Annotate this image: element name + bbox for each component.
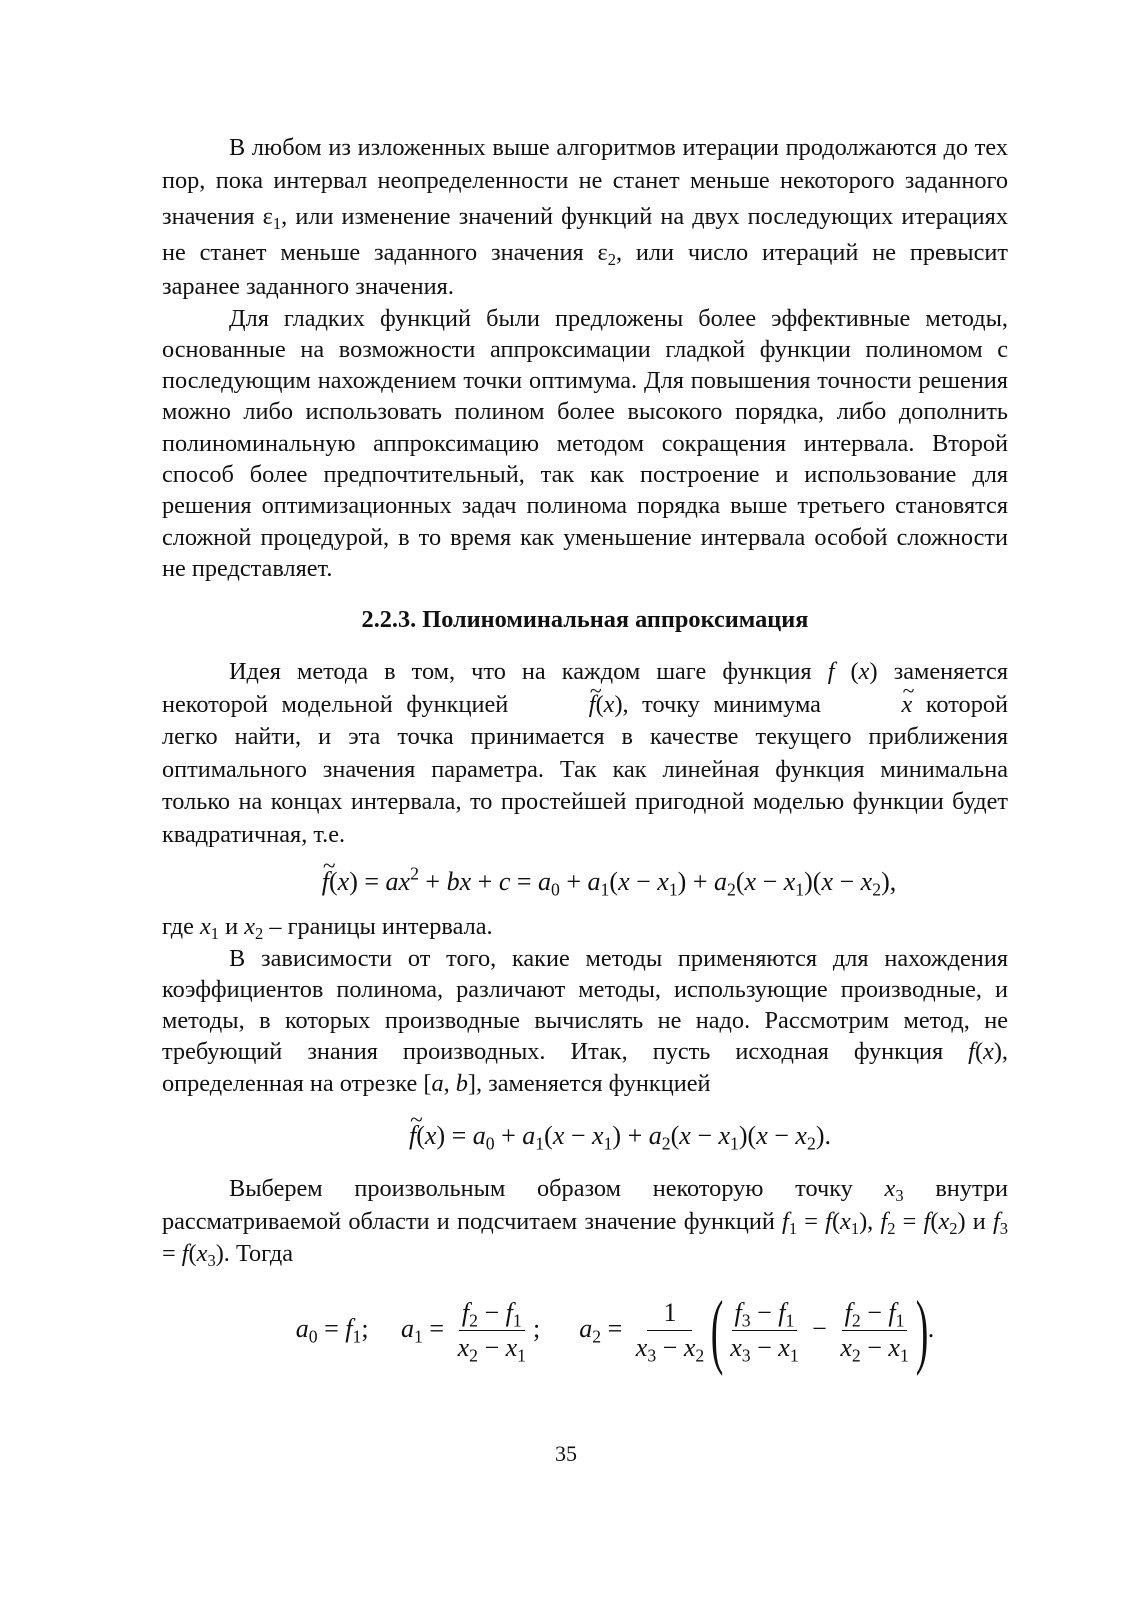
paragraph-2: Для гладких функций были предложены более эффективные методы, основанные на возможности аппроксимации гладкой функции полиномом с последующим нахождением точки оптимума. Для повышения точности решения можно либо использовать полином более высокого порядка, либо дополнить полиноминальную аппроксимацию методом сокращения интервала. Второй способ более предпочтительный, так как построение и использование для решения оптимизационных задач полинома порядка выше третьего становятся сложной процедурой, в то время как уменьшение интервала особой сложности не представляет. <box>162 304 1008 582</box>
section-heading: 2.2.3. Полиноминальная аппроксимация <box>361 606 809 634</box>
paragraph-5-rendered: В зависимости от того, какие методы применяются для нахождения коэффициентов полинома, различают методы, использующие производные, и методы, в которых производные вычислять не надо. Рассмотрим метод, не требующий знания производных. Итак, пусть исходная функция f(x), определенная на отрезке [a, b], заменяется функцией <box>162 944 1008 1097</box>
paragraph-4-rendered: где $x_1$ и $x_2$ – границы интервала. <box>162 913 493 944</box>
paragraph-6-rendered: Выберем произвольным образом некоторую точку $x_3$ внутри рассматриваемой области и подсчитаем значение функций $f_1 = f(x_1)$, $f_2 = f(x_2)$ и $f_3 = f(x_3)$. Тогда <box>162 1175 1009 1270</box>
paragraph-1-rendered: В любом из изложенных выше алгоритмов итерации продолжаются до тех пор, пока интервал неопределенности не станет меньше некоторого заданного значения $\varepsilon_1$, или изменение значений функций на двух последующих итерациях не станет меньше заданного значения $\varepsilon_2$, или число итераций не превысит заранее заданного значения. <box>162 134 1008 301</box>
page-number: 35 <box>555 1441 577 1466</box>
equation-2: ~ $f(x) = a_0 + a_1(x - x_1) + a_2(x - x_1)(x - x_2)$. <box>232 1121 1008 1151</box>
paragraph-3-rendered: Идея метода в том, что на каждом шаге функция f (x) заменяется некоторой модельной функцией ~ f(x), точку минимума ~ x которой легко найти, и эта точка принимается в качестве текущего приближения оптимального значения параметра. Так как линейная функция минимальна только на концах интервала, то простейшей пригодной моделью функции будет квадратичная, т.е. <box>162 656 1008 851</box>
equation-1: ~ $f(x) = ax^2$ + bx + $c = a_0 + a_1(x - x_1) + a_2(x - x_1)(x - x_2)$, <box>210 867 1008 897</box>
page-body <box>162 132 1009 1377</box>
equation-3: $a_0 = f_1$; $a_1$ = $\frac{f_2 - f_1}{x_2 - x_1}$ ; $a_2$ = $\frac{1}{x_3 - x_2}$ ( $\frac{f_3 - f_1}{x_3 - x_1}$ − $\frac{f_2 - f_1}{x_2 - x_1}$ ). <box>295 1283 935 1377</box>
